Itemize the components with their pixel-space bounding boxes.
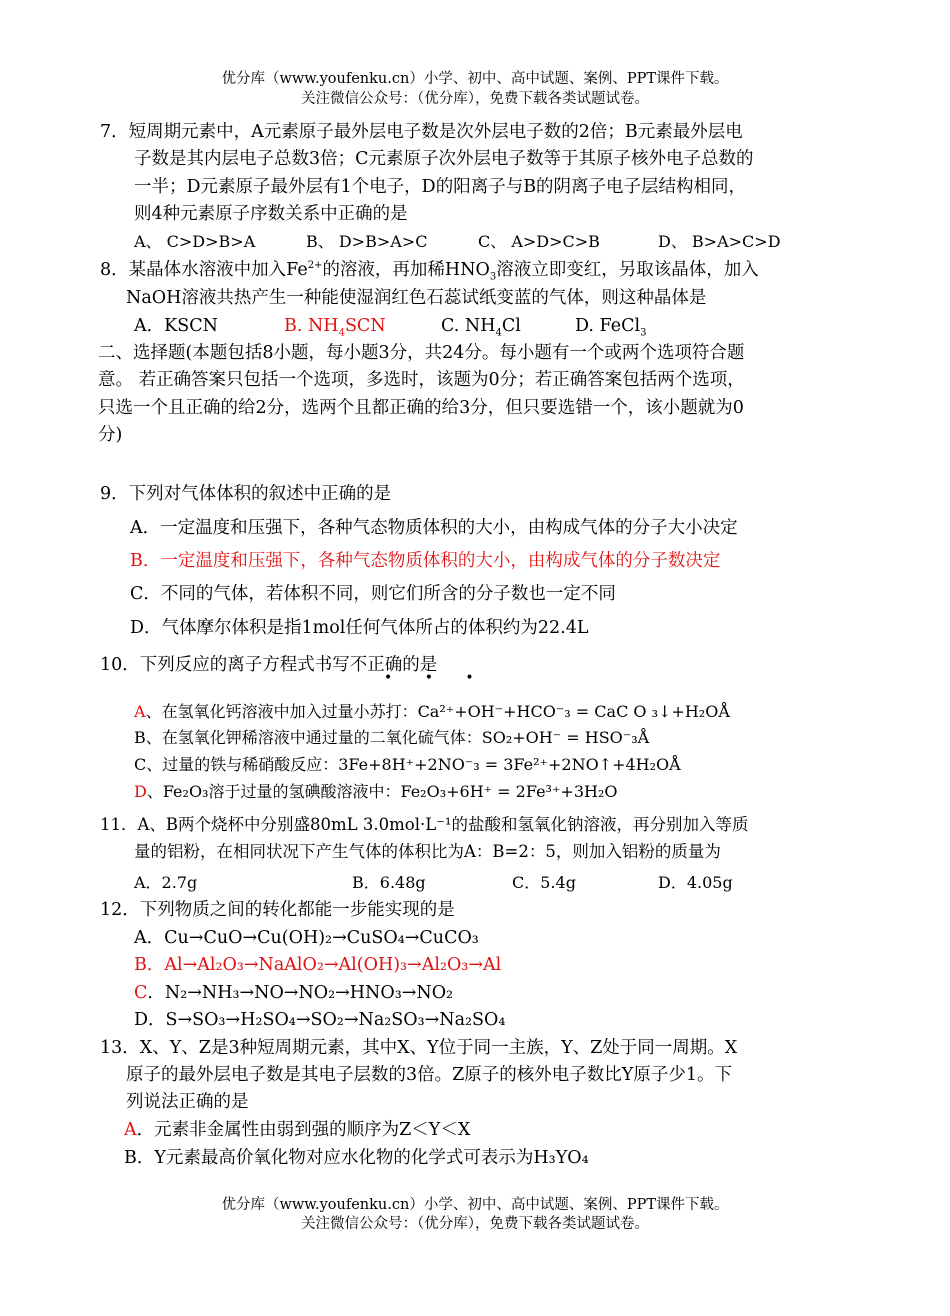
q7-line-1: 7．短周期元素中，A元素原子最外层电子数是次外层电子数的2倍；B元素最外层电 <box>100 122 743 142</box>
q8-line-2: NaOH溶液共热产生一种能使湿润红色石蕊试纸变蓝的气体，则这种晶体是 <box>126 288 707 308</box>
emphasis-dots: • • • <box>384 670 488 686</box>
q10-option-a: A、在氢氧化钙溶液中加入过量小苏打：Ca²⁺+OH⁻+HCO⁻₃ = CaC O ₃↓+H₂OÅ <box>134 702 730 721</box>
section-2-line-2: 意。 若正确答案只包括一个选项，多选时，该题为0分；若正确答案包括两个选项， <box>98 370 745 390</box>
q10-option-b: B、在氢氧化钾稀溶液中通过量的二氧化硫气体：SO₂+OH⁻ = HSO⁻₃Å <box>134 728 650 747</box>
q9-option-c: C．不同的气体，若体积不同，则它们所含的分子数也一定不同 <box>130 584 616 604</box>
section-2-line-4: 分) <box>98 425 123 445</box>
q10-option-c: C、过量的铁与稀硝酸反应：3Fe+8H⁺+2NO⁻₃ = 3Fe²⁺+2NO↑+4H₂OÅ <box>134 755 681 774</box>
q13-option-b: B．Y元素最高价氧化物对应水化物的化学式可表示为H₃YO₄ <box>124 1148 589 1168</box>
section-2-line-1: 二、选择题(本题包括8小题，每小题3分，共24分。每小题有一个或两个选项符合题 <box>98 343 745 363</box>
header-line-1: 优分库（www.youfenku.cn）小学、初中、高中试题、案例、PPT课件下载。 <box>221 71 729 87</box>
q7-option-c: C、 A>D>C>B <box>478 232 600 251</box>
q13-line-2: 原子的最外层电子数是其电子层数的3倍。Z原子的核外电子数比Y原子少1。下 <box>126 1065 732 1085</box>
q13-line-1: 13．X、Y、Z是3种短周期元素，其中X、Y位于同一主族，Y、Z处于同一周期。X <box>100 1038 738 1058</box>
q7-line-4: 则4种元素原子序数关系中正确的是 <box>134 204 408 224</box>
q7-line-2: 子数是其内层电子总数3倍；C元素原子次外层电子数等于其原子核外电子总数的 <box>134 149 754 169</box>
q11-option-c: C．5.4g <box>512 873 576 892</box>
q8-option-b: B. $NH_4SCN$ <box>284 316 386 339</box>
q11-option-b: B．6.48g <box>352 873 426 892</box>
q9-option-a: A．一定温度和压强下，各种气态物质体积的大小，由构成气体的分子大小决定 <box>130 518 738 538</box>
q11-option-a: A．2.7g <box>134 873 198 892</box>
q12-stem: 12．下列物质之间的转化都能一步能实现的是 <box>100 900 455 920</box>
footer-line-2: 关注微信公众号：（优分库），免费下载各类试题试卷。 <box>301 1216 649 1232</box>
q7-option-d: D、 B>A>C>D <box>658 232 781 251</box>
q9-stem: 9．下列对气体体积的叙述中正确的是 <box>100 484 392 504</box>
q12-option-a: A．Cu→CuO→Cu(OH)₂→CuSO₄→CuCO₃ <box>134 928 479 948</box>
q10-option-d: D、Fe₂O₃溶于过量的氢碘酸溶液中：Fe₂O₃+6H⁺ = 2Fe³⁺+3H₂O <box>134 782 618 801</box>
q10-stem: 10．下列反应的离子方程式书写不正确的是 <box>100 655 438 675</box>
q13-option-a: A．元素非金属性由弱到强的顺序为Z＜Y＜X <box>124 1120 471 1140</box>
q12-option-c: C．N₂→NH₃→NO→NO₂→HNO₃→NO₂ <box>134 983 454 1003</box>
header-line-2: 关注微信公众号：（优分库），免费下载各类试题试卷。 <box>301 91 649 107</box>
q8-option-c: C. $NH_4Cl$ <box>441 316 521 339</box>
q11-option-d: D．4.05g <box>658 873 733 892</box>
q11-line-2: 量的铝粉，在相同状况下产生气体的体积比为A：B=2：5，则加入铝粉的质量为 <box>134 842 721 861</box>
q8-option-d: D. FeCl$_3$ <box>575 316 647 339</box>
q7-option-a: A、 C>D>B>A <box>134 232 256 251</box>
q8-line-1: 8．某晶体水溶液中加入$Fe^{2+}$的溶液，再加稀$HNO_3$溶液立即变红，另取该晶体，加入 <box>100 260 759 283</box>
q9-option-b: B．一定温度和压强下，各种气态物质体积的大小，由构成气体的分子数决定 <box>130 551 721 571</box>
q7-line-3: 一半；D元素原子最外层有1个电子，D的阳离子与B的阴离子电子层结构相同， <box>134 177 747 197</box>
footer-line-1: 优分库（www.youfenku.cn）小学、初中、高中试题、案例、PPT课件下载。 <box>221 1197 729 1213</box>
q7-option-b: B、 D>B>A>C <box>306 232 428 251</box>
section-2-line-3: 只选一个且正确的给2分，选两个且都正确的给3分，但只要选错一个，该小题就为0 <box>98 398 744 418</box>
q9-option-d: D．气体摩尔体积是指1mol任何气体所占的体积约为22.4L <box>130 618 589 638</box>
q8-option-a: A．KSCN <box>134 316 218 336</box>
q12-option-b: B．Al→Al₂O₃→NaAlO₂→Al(OH)₃→Al₂O₃→Al <box>134 955 502 975</box>
q11-line-1: 11．A、B两个烧杯中分别盛80mL 3.0mol·L⁻¹的盐酸和氢氧化钠溶液，再分别加入等质 <box>100 815 749 834</box>
q12-option-d: D．S→SO₃→H₂SO₄→SO₂→Na₂SO₃→Na₂SO₄ <box>134 1010 506 1030</box>
q13-line-3: 列说法正确的是 <box>126 1092 249 1112</box>
